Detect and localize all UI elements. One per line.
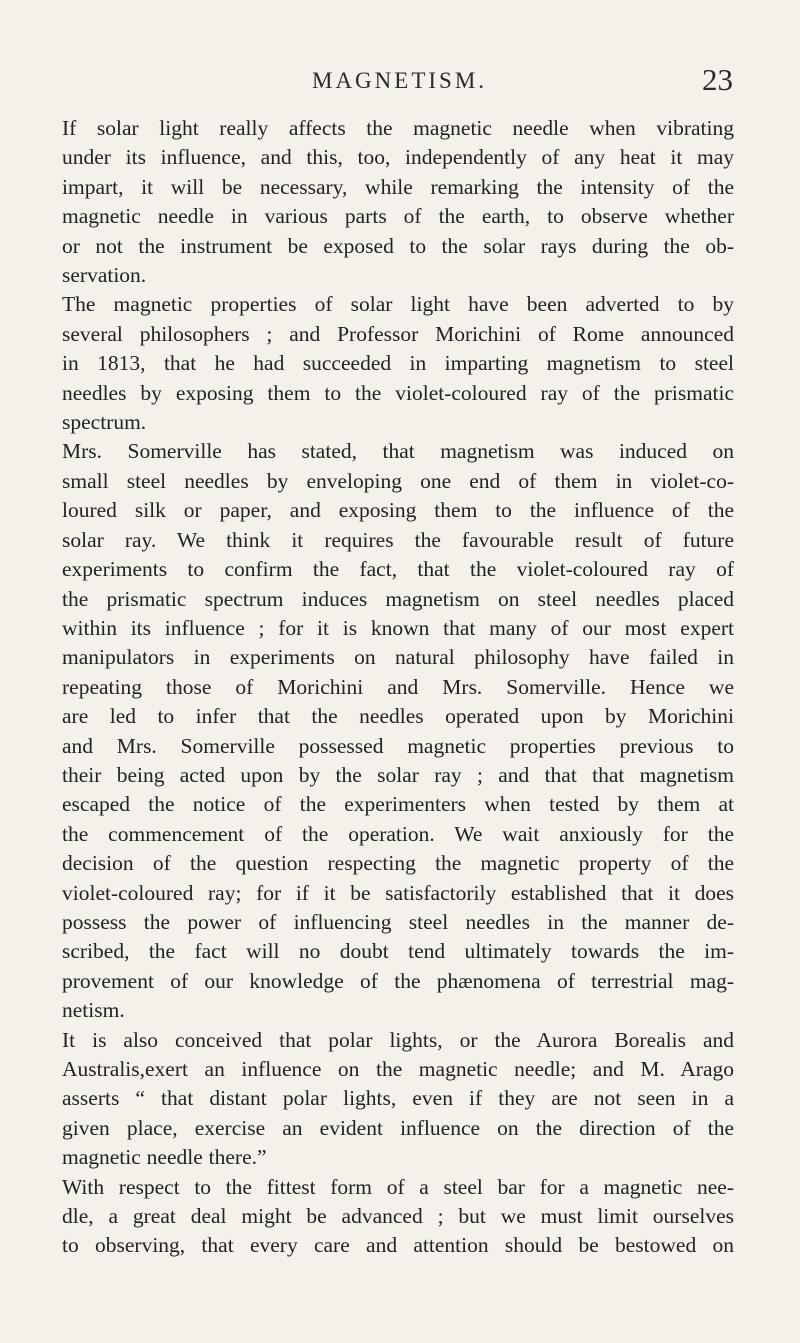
- text-line: violet-coloured ray; for if it be satisfactorily established that it does: [62, 880, 734, 905]
- text-line: servation.: [62, 263, 147, 288]
- text-line: magnetic needle in various parts of the earth, to observe whether: [62, 204, 734, 229]
- text-line: magnetic needle there.”: [62, 1145, 267, 1170]
- text-line: If solar light really affects the magnetic needle when vibrating: [62, 116, 734, 140]
- text-line: provement of our knowledge of the phænomena of terrestrial mag-: [62, 968, 734, 993]
- text-line: within its influence ; for it is known that many of our most expert: [62, 615, 734, 640]
- page-header: [0, 62, 800, 100]
- text-line: decision of the question respecting the magnetic property of the: [62, 851, 734, 876]
- text-line: dle, a great deal might be advanced ; but we must limit ourselves: [62, 1204, 734, 1229]
- text-line: possess the power of influencing steel needles in the manner de-: [62, 909, 734, 934]
- body-text: [62, 114, 734, 1261]
- text-line: the prismatic spectrum induces magnetism on steel needles placed: [62, 586, 734, 611]
- text-line: several philosophers ; and Professor Morichini of Rome announced: [62, 321, 734, 346]
- text-line: Mrs. Somerville has stated, that magnetism was induced on: [62, 439, 734, 464]
- text-line: repeating those of Morichini and Mrs. Somerville. Hence we: [62, 674, 734, 699]
- text-line: netism.: [62, 998, 125, 1023]
- text-line: in 1813, that he had succeeded in imparting magnetism to steel: [62, 351, 734, 376]
- text-line: The magnetic properties of solar light have been adverted to by: [62, 292, 734, 317]
- text-line: impart, it will be necessary, while remarking the intensity of the: [62, 174, 734, 199]
- text-line: are led to infer that the needles operated upon by Morichini: [62, 704, 734, 729]
- running-title: MAGNETISM.: [312, 68, 488, 93]
- text-line: escaped the notice of the experimenters when tested by them at: [62, 792, 734, 817]
- text-line: to observing, that every care and attention should be bestowed on: [62, 1233, 734, 1258]
- text-line: Australis,exert an influence on the magnetic needle; and M. Arago: [62, 1057, 734, 1081]
- text-line: or not the instrument be exposed to the solar rays during the ob-: [62, 233, 734, 258]
- text-line: scribed, the fact will no doubt tend ultimately towards the im-: [62, 939, 734, 964]
- text-line: under its influence, and this, too, independently of any heat it may: [62, 145, 734, 170]
- text-line: and Mrs. Somerville possessed magnetic properties previous to: [62, 733, 734, 758]
- text-line: solar ray. We think it requires the favourable result of future: [62, 527, 734, 552]
- text-line: loured silk or paper, and exposing them to the influence of the: [62, 498, 734, 523]
- text-line: needles by exposing them to the violet-coloured ray of the prismatic: [62, 380, 734, 405]
- text-line: given place, exercise an evident influence on the direction of the: [62, 1115, 734, 1140]
- text-line: their being acted upon by the solar ray ; and that that magnetism: [62, 762, 734, 787]
- text-line: spectrum.: [62, 410, 147, 435]
- page-number: 23: [702, 62, 733, 97]
- text-line: manipulators in experiments on natural philosophy have failed in: [62, 645, 734, 670]
- text-line: With respect to the fittest form of a steel bar for a magnetic nee-: [62, 1174, 734, 1199]
- text-line: asserts “ that distant polar lights, even if they are not seen in a: [62, 1086, 734, 1111]
- text-line: small steel needles by enveloping one end of them in violet-co-: [62, 468, 734, 493]
- text-line: experiments to confirm the fact, that the violet-coloured ray of: [62, 557, 734, 582]
- text-line: It is also conceived that polar lights, or the Aurora Borealis and: [62, 1027, 734, 1052]
- text-line: the commencement of the operation. We wait anxiously for the: [62, 821, 734, 846]
